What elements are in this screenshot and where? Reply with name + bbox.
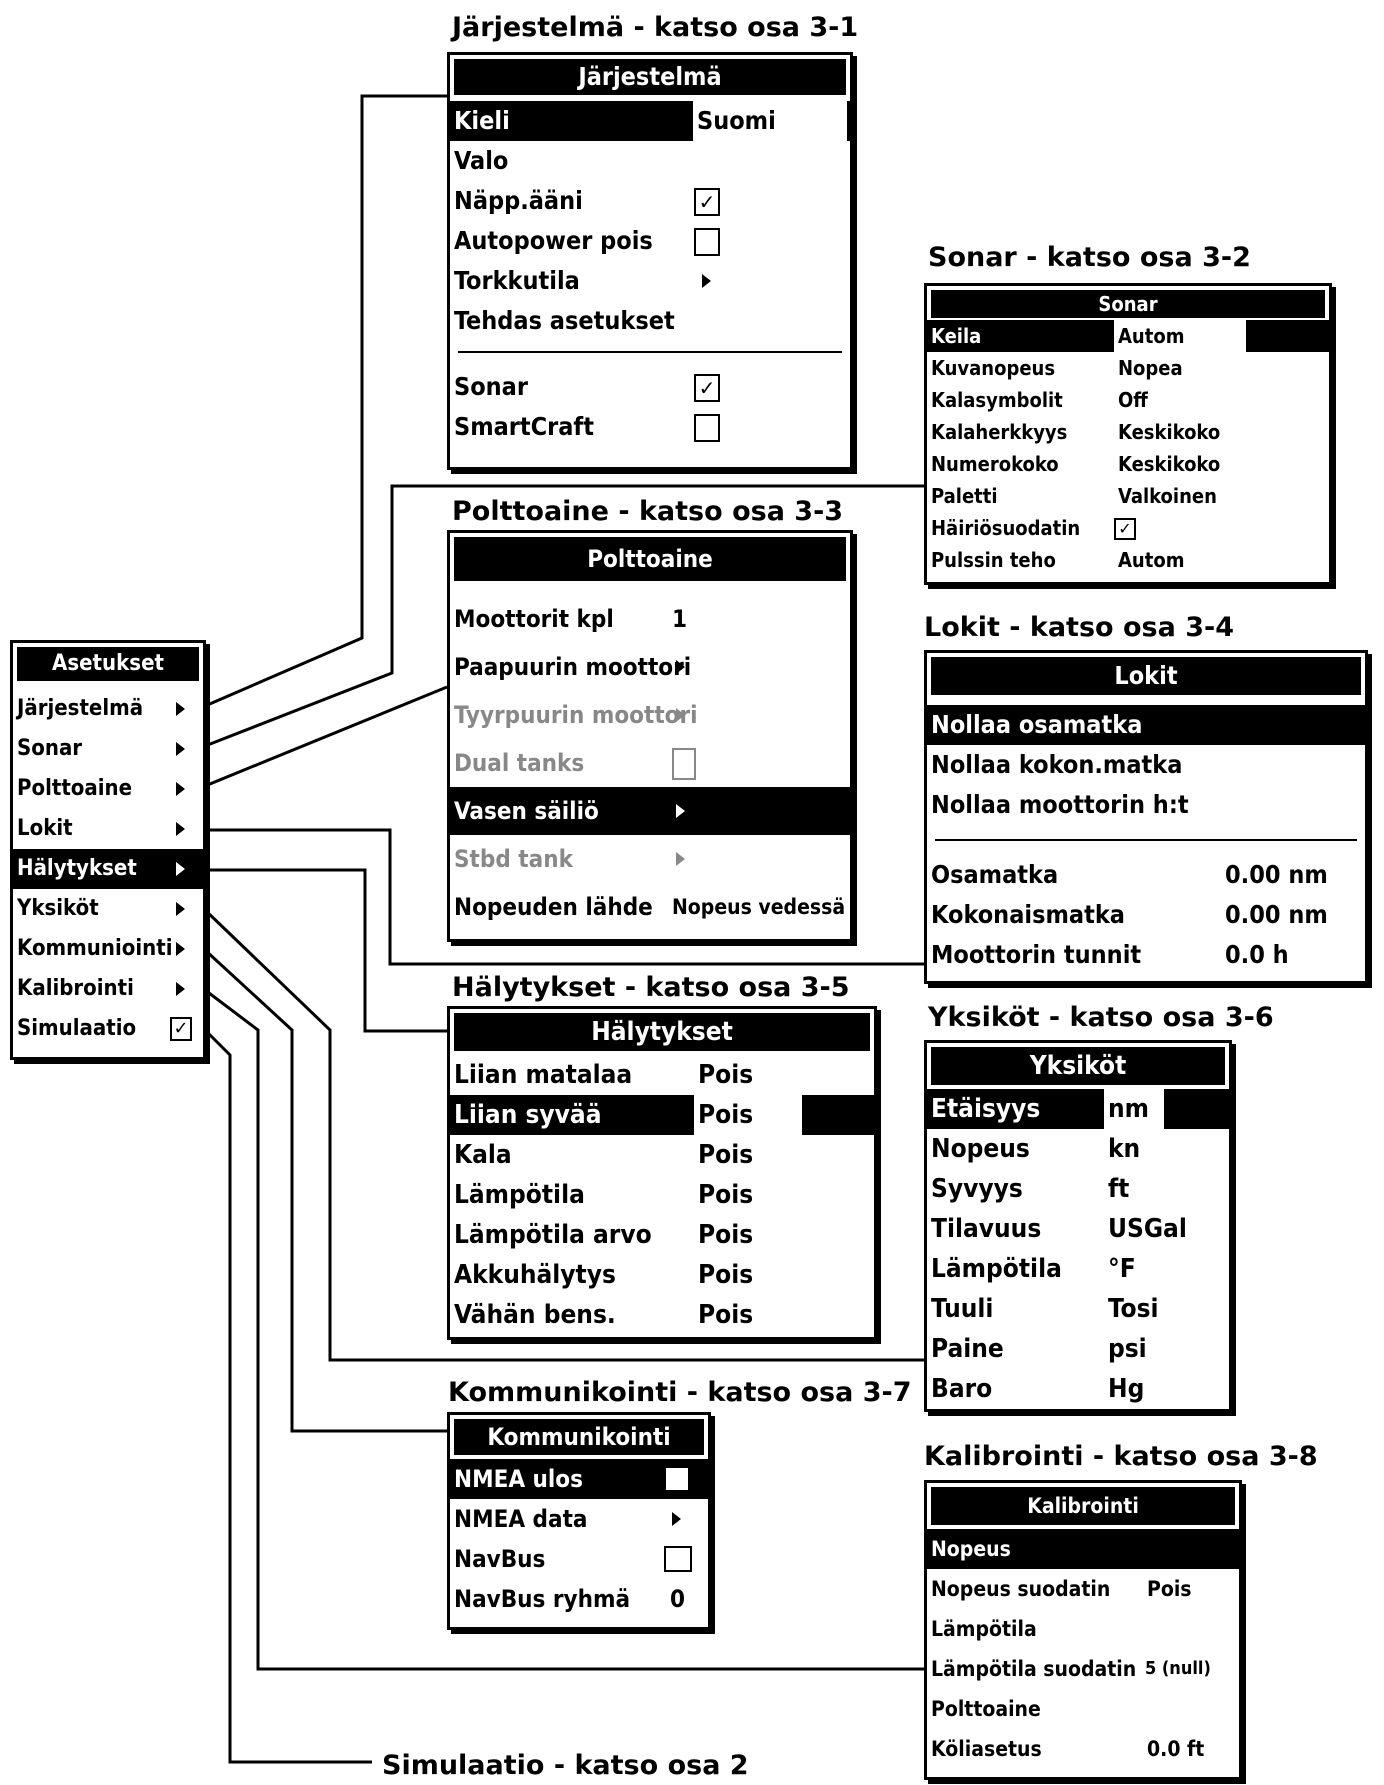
sonar-keila-row[interactable]: [927, 320, 1329, 352]
jarjestelma-sonar-row[interactable]: [450, 367, 850, 407]
yksikot-baro-row[interactable]: [927, 1369, 1229, 1409]
lokit-nollaamoottori-row[interactable]: [927, 785, 1365, 825]
row-value: 0: [670, 1585, 686, 1613]
kommunikointi-navbusryhma-row[interactable]: [450, 1579, 708, 1619]
sonar-checkbox[interactable]: ✓: [694, 374, 720, 402]
kalibrointi-nopeus-row[interactable]: [927, 1529, 1239, 1569]
row-label: Sonar: [454, 372, 528, 401]
row-value: 0.0 h: [1225, 940, 1289, 969]
row-label: Etäisyys: [931, 1094, 1041, 1124]
kommunikointi-nmeaulos-row[interactable]: [450, 1459, 708, 1499]
jarjestelma-valo-row[interactable]: [450, 141, 850, 181]
menu-item-polttoaine[interactable]: [13, 769, 203, 809]
connector-simulaatio: [205, 1030, 372, 1762]
caption-lokit: Lokit - katso osa 3-4: [924, 612, 1234, 643]
row-value: Off: [1118, 388, 1148, 412]
chevron-right-icon: [176, 742, 185, 756]
row-value: 0.00 nm: [1225, 860, 1328, 889]
row-label: Tyyrpuurin moottori: [454, 701, 698, 729]
row-label: Tehdas asetukset: [454, 306, 675, 335]
row-label: Kalaherkkyys: [931, 420, 1068, 444]
lokit-menu: [924, 650, 1368, 984]
chevron-right-icon: [672, 1512, 681, 1526]
row-value: kn: [1108, 1134, 1141, 1164]
row-label: Lämpötila arvo: [454, 1220, 652, 1250]
jarjestelma-smartcraft-row[interactable]: [450, 407, 850, 447]
row-label: Keila: [931, 324, 982, 348]
row-value: Keskikoko: [1118, 452, 1221, 476]
row-value: °F: [1108, 1254, 1136, 1284]
row-value: Pois: [698, 1060, 754, 1090]
chevron-right-icon: [676, 804, 685, 818]
row-value: Nopeus vedessä: [672, 895, 846, 919]
row-label: Syvyys: [931, 1174, 1023, 1204]
polttoaine-moottorit-row[interactable]: [450, 595, 850, 643]
polttoaine-nopeudenlahde-row[interactable]: [450, 883, 850, 931]
kalibrointi-title: Kalibrointi: [931, 1487, 1235, 1525]
menu-item-label: Järjestelmä: [17, 696, 144, 721]
lokit-nollaaosamatka-row[interactable]: [927, 705, 1365, 745]
sonar-numerokoko-row[interactable]: [927, 448, 1329, 480]
halytykset-kala-row[interactable]: [450, 1135, 874, 1175]
kalibrointi-lampotila-row[interactable]: [927, 1609, 1239, 1649]
row-label: Vasen säiliö: [454, 797, 599, 825]
halytykset-vahanbens-row[interactable]: [450, 1295, 874, 1335]
row-value: Nopea: [1118, 356, 1183, 380]
row-value: Suomi: [693, 101, 847, 141]
sonar-hairiosuodatin-row[interactable]: [927, 512, 1329, 544]
caption-jarjestelma: Järjestelmä - katso osa 3-1: [452, 12, 859, 43]
sonar-kalaherkkyys-row[interactable]: [927, 416, 1329, 448]
menu-item-halytykset[interactable]: [13, 849, 203, 889]
chevron-right-icon: [702, 274, 711, 288]
yksikot-menu: [924, 1040, 1232, 1412]
kalibrointi-nopeussuodatin-row[interactable]: [927, 1569, 1239, 1609]
menu-item-label: Kommuniointi: [17, 936, 173, 961]
row-value: Valkoinen: [1118, 484, 1217, 508]
row-value: psi: [1108, 1334, 1147, 1364]
halytykset-lampotila-row[interactable]: [450, 1175, 874, 1215]
connector-jarjestelma: [205, 96, 447, 706]
halytykset-menu: [447, 1006, 877, 1340]
hairiosuodatin-checkbox[interactable]: ✓: [1114, 518, 1136, 540]
caption-yksikot: Yksiköt - katso osa 3-6: [928, 1002, 1274, 1033]
jarjestelma-nappaani-row[interactable]: [450, 181, 850, 221]
row-value: Pois: [698, 1220, 754, 1250]
row-label: Lämpötila: [454, 1180, 585, 1210]
jarjestelma-torkkutila-row[interactable]: [450, 261, 850, 301]
yksikot-tilavuus-row[interactable]: [927, 1209, 1229, 1249]
row-label: Dual tanks: [454, 749, 585, 777]
jarjestelma-kieli-row[interactable]: [450, 101, 850, 141]
chevron-right-icon: [176, 782, 185, 796]
row-label: Moottorin tunnit: [931, 940, 1142, 969]
row-label: Stbd tank: [454, 845, 573, 873]
menu-item-label: Kalibrointi: [17, 976, 134, 1001]
jarjestelma-title: Järjestelmä: [454, 59, 846, 95]
caption-polttoaine: Polttoaine - katso osa 3-3: [452, 496, 844, 527]
menu-item-label: Sonar: [17, 736, 83, 761]
yksikot-tuuli-row[interactable]: [927, 1289, 1229, 1329]
menu-item-jarjestelma[interactable]: [13, 689, 203, 729]
chevron-right-icon: [176, 982, 185, 996]
kalibrointi-polttoaine-row[interactable]: [927, 1689, 1239, 1729]
row-label: Autopower pois: [454, 226, 653, 255]
polttoaine-menu: [447, 530, 853, 942]
menu-item-sonar[interactable]: [13, 729, 203, 769]
row-label: Vähän bens.: [454, 1300, 616, 1330]
row-label: Nollaa moottorin h:t: [931, 790, 1189, 819]
chevron-right-icon: [676, 852, 685, 866]
row-label: Kalasymbolit: [931, 388, 1063, 412]
menu-divider: [458, 351, 842, 353]
row-label: Kieli: [454, 106, 510, 135]
kommunikointi-title: Kommunikointi: [454, 1419, 704, 1455]
polttoaine-title: Polttoaine: [454, 537, 846, 581]
row-label: Liian matalaa: [454, 1060, 633, 1090]
row-value: Keskikoko: [1118, 420, 1221, 444]
polttoaine-stbdtank-row[interactable]: [450, 835, 850, 883]
row-label: Paine: [931, 1334, 1004, 1364]
menu-item-yksikot[interactable]: [13, 889, 203, 929]
chevron-right-icon: [176, 902, 185, 916]
yksikot-paine-row[interactable]: [927, 1329, 1229, 1369]
row-label: Lämpötila: [931, 1254, 1062, 1284]
row-label: SmartCraft: [454, 412, 594, 441]
polttoaine-paapuuri-row[interactable]: [450, 643, 850, 691]
row-label: Paletti: [931, 484, 998, 508]
row-label: Nollaa kokon.matka: [931, 750, 1183, 779]
sonar-paletti-row[interactable]: [927, 480, 1329, 512]
row-value: 0.0 ft: [1147, 1737, 1205, 1761]
row-label: NMEA ulos: [454, 1465, 583, 1493]
navbus-checkbox[interactable]: [664, 1546, 692, 1572]
row-label: Akkuhälytys: [454, 1260, 616, 1290]
chevron-right-icon: [176, 942, 185, 956]
chevron-right-icon: [176, 822, 185, 836]
menu-item-label: Simulaatio: [17, 1016, 137, 1041]
lokit-nollaakokon-row[interactable]: [927, 745, 1365, 785]
halytykset-liiansyvaa-row[interactable]: [450, 1095, 874, 1135]
row-value: 5 (null): [1145, 1658, 1211, 1679]
menu-item-kommuniointi[interactable]: [13, 929, 203, 969]
yksikot-syvyys-row[interactable]: [927, 1169, 1229, 1209]
row-label: Liian syvää: [454, 1100, 602, 1130]
lokit-moottorintunnit-row: [927, 935, 1365, 975]
row-label: Lämpötila suodatin: [931, 1657, 1137, 1681]
menu-item-label: Hälytykset: [17, 856, 137, 881]
yksikot-nopeus-row[interactable]: [927, 1129, 1229, 1169]
polttoaine-dualtanks-row[interactable]: [450, 739, 850, 787]
dualtanks-checkbox[interactable]: [672, 748, 696, 780]
sonar-kuvanopeus-row[interactable]: [927, 352, 1329, 384]
jarjestelma-menu: [447, 52, 853, 470]
caption-kalibrointi: Kalibrointi - katso osa 3-8: [924, 1441, 1318, 1472]
row-value: USGal: [1108, 1214, 1187, 1244]
smartcraft-checkbox[interactable]: [694, 414, 720, 442]
chevron-right-icon: [176, 702, 185, 716]
connector-polttoaine: [205, 687, 447, 786]
row-label: Köliasetus: [931, 1737, 1042, 1761]
chevron-right-icon: [176, 862, 185, 876]
polttoaine-tyyrpuuri-row[interactable]: [450, 691, 850, 739]
row-value: 1: [672, 605, 688, 633]
row-label: Pulssin teho: [931, 548, 1056, 572]
row-label: Nopeuden lähde: [454, 893, 653, 921]
row-label: Nopeus: [931, 1134, 1030, 1164]
row-label: Kuvanopeus: [931, 356, 1056, 380]
polttoaine-vasensailio-row[interactable]: [450, 787, 850, 835]
nappaani-checkbox[interactable]: ✓: [694, 188, 720, 216]
row-label: Häiriösuodatin: [931, 516, 1081, 540]
lokit-osamatka-row: [927, 855, 1365, 895]
row-label: NavBus ryhmä: [454, 1585, 631, 1613]
chevron-right-icon: [676, 660, 685, 674]
menu-item-simulaatio[interactable]: [13, 1009, 203, 1049]
sonar-menu: [924, 283, 1332, 585]
menu-item-kalibrointi[interactable]: [13, 969, 203, 1009]
row-label: NMEA data: [454, 1505, 588, 1533]
row-label: Näpp.ääni: [454, 186, 583, 215]
halytykset-akkuhalytys-row[interactable]: [450, 1255, 874, 1295]
row-value: Pois: [694, 1095, 802, 1135]
halytykset-title: Hälytykset: [454, 1013, 870, 1051]
menu-divider: [935, 839, 1357, 841]
row-label: Nopeus suodatin: [931, 1577, 1111, 1601]
menu-item-label: Yksiköt: [17, 896, 99, 921]
kalibrointi-lampotilasuodatin-row[interactable]: [927, 1649, 1239, 1689]
kalibrointi-koliasetus-row[interactable]: [927, 1729, 1239, 1769]
row-label: Tilavuus: [931, 1214, 1042, 1244]
row-value: Hg: [1108, 1374, 1145, 1404]
asetukset-title: Asetukset: [17, 647, 199, 681]
row-label: Polttoaine: [931, 1697, 1041, 1721]
row-label: Numerokoko: [931, 452, 1059, 476]
kommunikointi-nmeadata-row[interactable]: [450, 1499, 708, 1539]
row-value: 0.00 nm: [1225, 900, 1328, 929]
yksikot-lampotila-row[interactable]: [927, 1249, 1229, 1289]
caption-kommunikointi: Kommunikointi - katso osa 3-7: [448, 1377, 912, 1408]
jarjestelma-autopower-row[interactable]: [450, 221, 850, 261]
sonar-kalasymbolit-row[interactable]: [927, 384, 1329, 416]
row-value: Pois: [698, 1260, 754, 1290]
row-value: Pois: [698, 1180, 754, 1210]
row-value: nm: [1104, 1089, 1164, 1129]
yksikot-etaisyys-row[interactable]: [927, 1089, 1229, 1129]
lokit-title: Lokit: [931, 657, 1361, 695]
row-value: ft: [1108, 1174, 1130, 1204]
halytykset-liianmatalaa-row[interactable]: [450, 1055, 874, 1095]
row-label: Baro: [931, 1374, 993, 1404]
connector-halytykset: [205, 870, 447, 1031]
asetukset-menu: [10, 640, 206, 1060]
row-label: Valo: [454, 146, 509, 175]
row-label: NavBus: [454, 1545, 546, 1573]
nmeaulos-checkbox[interactable]: [666, 1468, 688, 1490]
row-label: Lämpötila: [931, 1617, 1037, 1641]
row-label: Moottorit kpl: [454, 605, 614, 633]
row-value: Autom: [1114, 320, 1246, 352]
row-value: Pois: [698, 1300, 754, 1330]
halytykset-lampotilaarvo-row[interactable]: [450, 1215, 874, 1255]
row-label: Nopeus: [931, 1537, 1011, 1561]
kommunikointi-navbus-row[interactable]: [450, 1539, 708, 1579]
caption-simulaatio: Simulaatio - katso osa 2: [382, 1750, 749, 1781]
row-value: Pois: [1147, 1577, 1192, 1601]
row-value: Tosi: [1108, 1294, 1159, 1324]
yksikot-title: Yksiköt: [931, 1047, 1225, 1085]
row-label: Tuuli: [931, 1294, 994, 1324]
row-label: Osamatka: [931, 860, 1059, 889]
chevron-right-icon: [676, 708, 685, 722]
autopower-checkbox[interactable]: [694, 228, 720, 256]
row-value: Autom: [1118, 548, 1185, 572]
sonar-pulssinteho-row[interactable]: [927, 544, 1329, 576]
sonar-title: Sonar: [931, 290, 1325, 318]
menu-item-label: Lokit: [17, 816, 73, 841]
row-label: Kala: [454, 1140, 512, 1170]
row-label: Torkkutila: [454, 266, 580, 295]
caption-halytykset: Hälytykset - katso osa 3-5: [452, 972, 850, 1003]
caption-sonar: Sonar - katso osa 3-2: [928, 242, 1251, 273]
row-label: Kokonaismatka: [931, 900, 1125, 929]
row-label: Nollaa osamatka: [931, 710, 1143, 739]
kalibrointi-menu: [924, 1480, 1242, 1780]
kommunikointi-menu: [447, 1412, 711, 1630]
row-label: Paapuurin moottori: [454, 653, 692, 681]
menu-item-label: Polttoaine: [17, 776, 133, 801]
jarjestelma-tehdas-row[interactable]: [450, 301, 850, 341]
menu-item-lokit[interactable]: [13, 809, 203, 849]
lokit-kokonaismatka-row: [927, 895, 1365, 935]
simulaatio-checkbox[interactable]: ✓: [170, 1017, 192, 1041]
row-value: Pois: [698, 1140, 754, 1170]
